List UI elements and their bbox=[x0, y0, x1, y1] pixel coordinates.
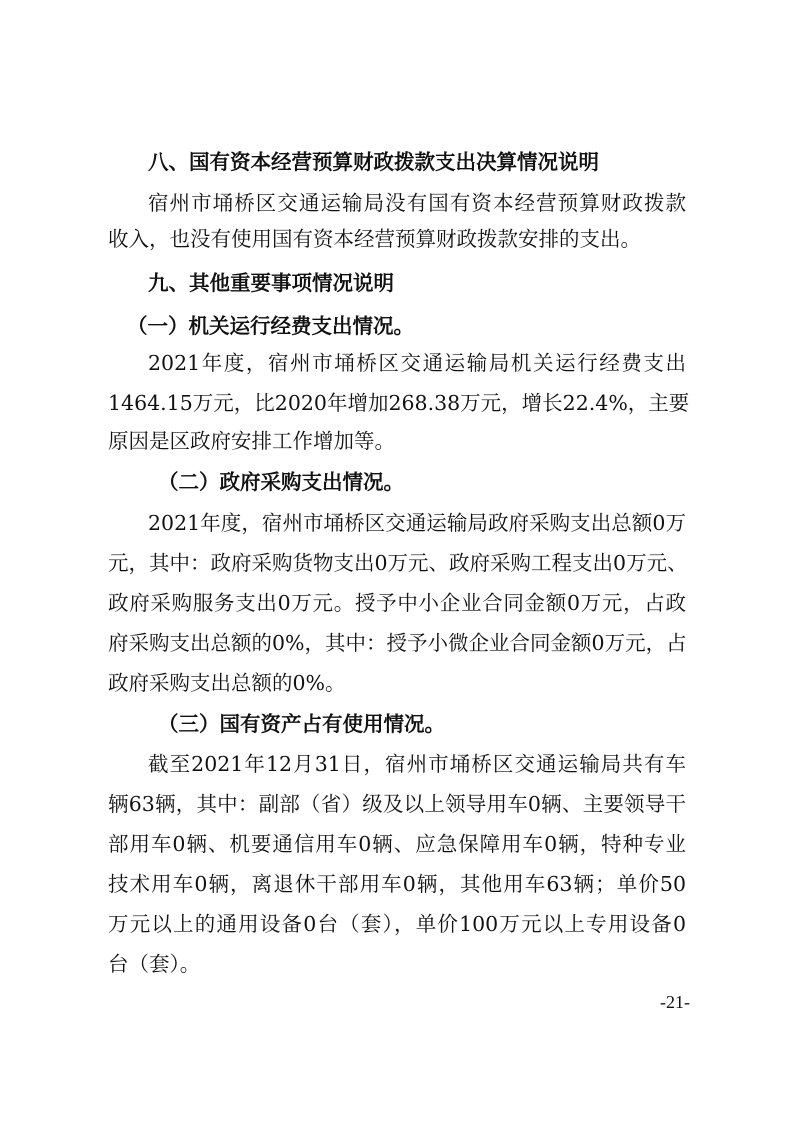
subsection-1-heading: （一）机关运行经费支出情况。 bbox=[127, 314, 414, 338]
section-9-heading: 九、其他重要事项情况说明 bbox=[148, 271, 394, 295]
subsection-3-para-line-3: 部用车0辆、机要通信用车0辆、应急保障用车0辆，特种专业 bbox=[108, 832, 686, 856]
page-number: -21- bbox=[660, 992, 690, 1012]
subsection-2-para-line-1: 2021年度，宿州市埇桥区交通运输局政府采购支出总额0万 bbox=[148, 511, 686, 535]
subsection-2-para-line-2: 元，其中：政府采购货物支出0万元、政府采购工程支出0万元、 bbox=[108, 551, 688, 575]
subsection-1-para-line-2: 1464.15万元，比2020年增加268.38万元，增长22.4%，主要 bbox=[108, 391, 690, 415]
subsection-3-para-line-5: 万元以上的通用设备0台（套），单价100万元以上专用设备0 bbox=[108, 912, 686, 936]
subsection-3-para-line-4: 技术用车0辆，离退休干部用车0辆，其他用车63辆；单价50 bbox=[108, 872, 686, 896]
subsection-1-para-line-3: 原因是区政府安排工作增加等。 bbox=[108, 429, 395, 453]
subsection-3-para-line-1: 截至2021年12月31日，宿州市埇桥区交通运输局共有车 bbox=[148, 752, 686, 776]
subsection-2-heading: （二）政府采购支出情况。 bbox=[158, 470, 404, 494]
subsection-3-para-line-6: 台（套）。 bbox=[108, 952, 201, 976]
subsection-2-para-line-3: 政府采购服务支出0万元。授予中小企业合同金额0万元，占政 bbox=[108, 591, 686, 615]
section-8-para-line-2: 收入，也没有使用国有资本经营预算财政拨款安排的支出。 bbox=[108, 227, 641, 251]
subsection-1-para-line-1: 2021年度，宿州市埇桥区交通运输局机关运行经费支出 bbox=[148, 351, 686, 375]
section-8-heading: 八、国有资本经营预算财政拨款支出决算情况说明 bbox=[148, 150, 599, 174]
subsection-3-para-line-2: 辆63辆，其中：副部（省）级及以上领导用车0辆、主要领导干 bbox=[108, 792, 686, 816]
subsection-2-para-line-5: 政府采购支出总额的0%。 bbox=[108, 671, 346, 695]
section-8-para-line-1: 宿州市埇桥区交通运输局没有国有资本经营预算财政拨款 bbox=[148, 191, 686, 215]
subsection-2-para-line-4: 府采购支出总额的0%，其中：授予小微企业合同金额0万元，占 bbox=[108, 631, 687, 655]
subsection-3-heading: （三）国有资产占有使用情况。 bbox=[158, 712, 445, 736]
